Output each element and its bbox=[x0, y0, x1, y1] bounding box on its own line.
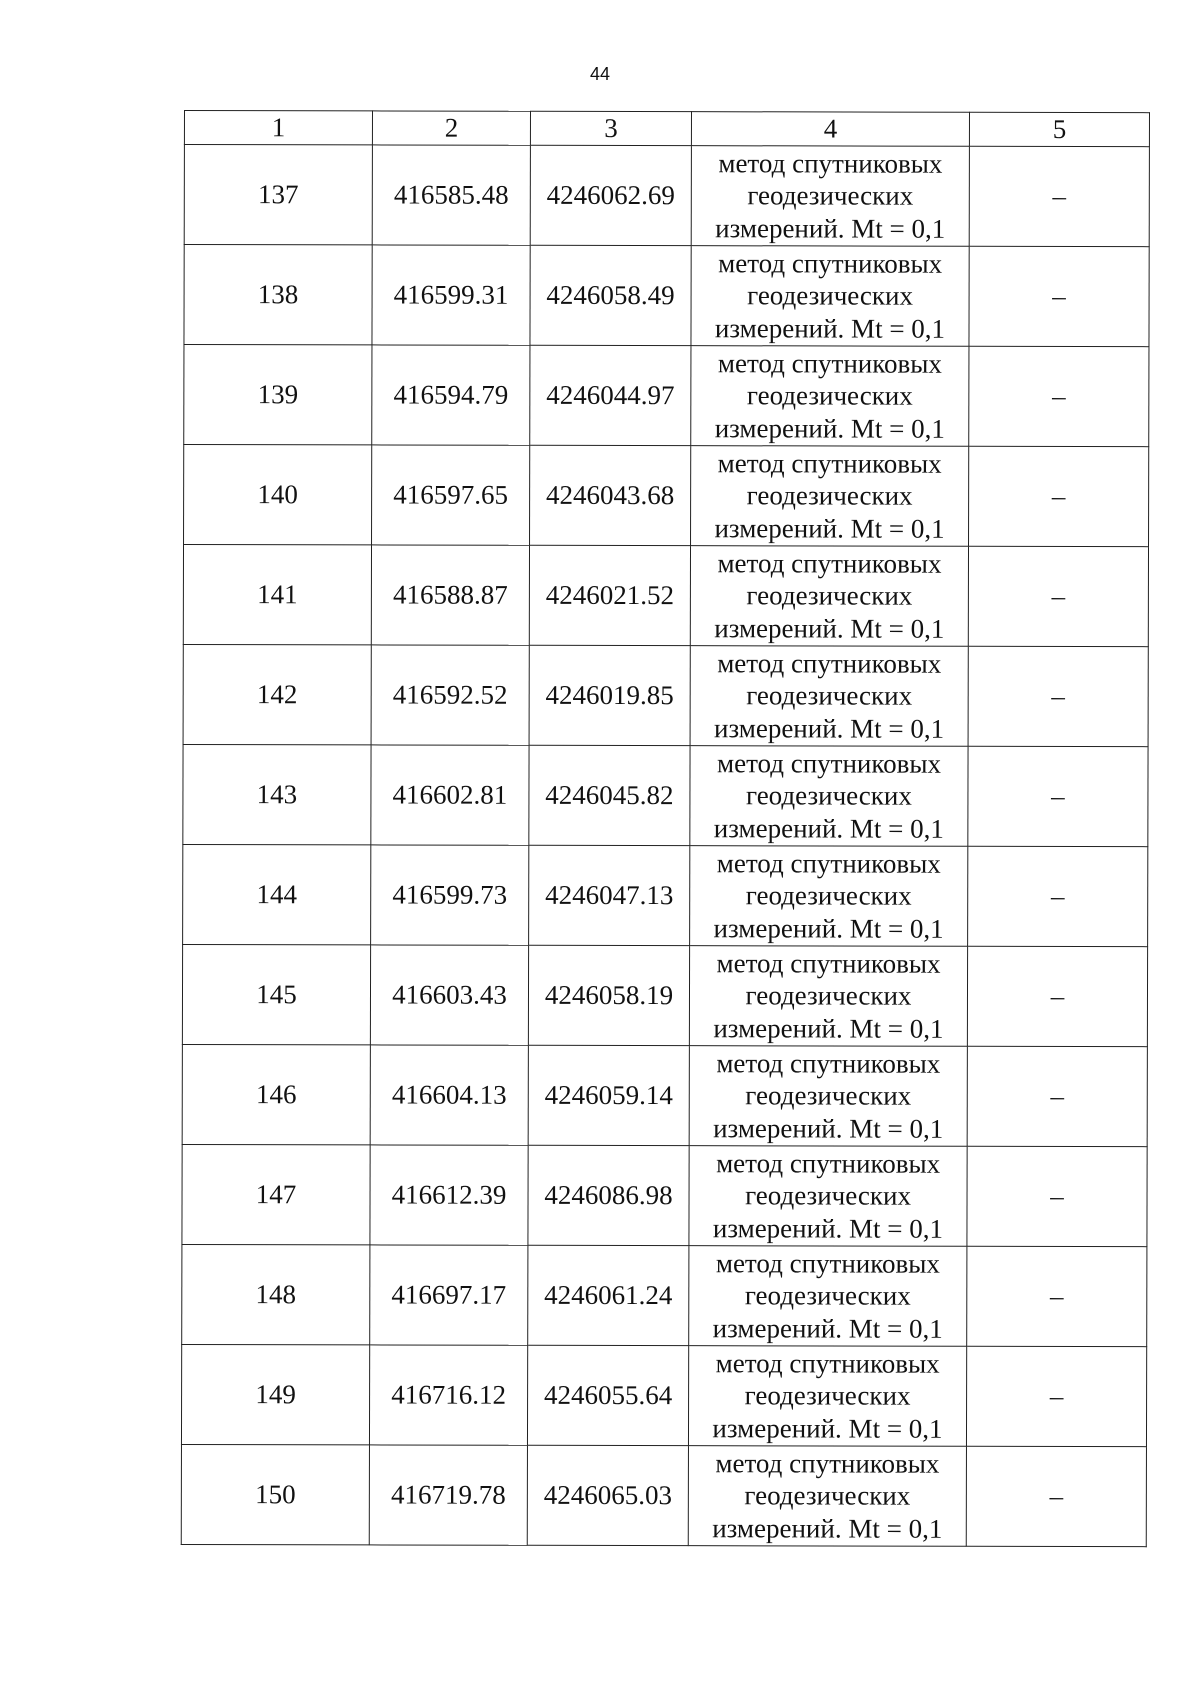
note-cell: – bbox=[969, 246, 1149, 346]
method-cell bbox=[690, 646, 968, 747]
method-line: геодезических bbox=[745, 1080, 912, 1111]
note-cell: – bbox=[968, 546, 1148, 646]
method-line: измерений. Mt = 0,1 bbox=[712, 1312, 943, 1344]
y-coordinate-cell: 4246062.69 bbox=[530, 145, 691, 245]
method-line: измерений. Mt = 0,1 bbox=[712, 1412, 943, 1444]
note-cell: – bbox=[966, 1446, 1146, 1546]
y-coordinate-cell: 4246065.03 bbox=[527, 1445, 688, 1545]
y-coordinate-cell: 4246044.97 bbox=[530, 345, 691, 445]
method-line: метод спутниковых bbox=[715, 1247, 940, 1279]
note-cell: – bbox=[966, 1346, 1146, 1446]
point-number-cell: 142 bbox=[183, 644, 371, 744]
method-line: измерений. Mt = 0,1 bbox=[713, 912, 944, 944]
method-line: метод спутниковых bbox=[717, 647, 942, 679]
method-cell bbox=[691, 446, 969, 547]
table-row bbox=[184, 145, 1149, 247]
x-coordinate-cell: 416602.81 bbox=[371, 745, 529, 845]
x-coordinate-cell: 416588.87 bbox=[371, 545, 529, 645]
method-line: метод спутниковых bbox=[716, 747, 942, 779]
method-line: геодезических bbox=[745, 780, 912, 811]
method-line: измерений. Mt = 0,1 bbox=[715, 212, 946, 244]
point-number-cell: 140 bbox=[184, 445, 372, 545]
column-header-5: 5 bbox=[969, 112, 1149, 146]
method-line: измерений. Mt = 0,1 bbox=[714, 512, 945, 544]
x-coordinate-cell: 416604.13 bbox=[370, 1045, 528, 1145]
method-line: метод спутниковых bbox=[718, 247, 943, 279]
method-line: геодезических bbox=[745, 880, 912, 911]
method-cell bbox=[690, 746, 968, 847]
method-cell bbox=[691, 246, 969, 347]
method-line: метод спутниковых bbox=[717, 447, 942, 479]
coordinates-table bbox=[181, 110, 1150, 1547]
method-cell bbox=[688, 1446, 966, 1547]
method-cell bbox=[690, 546, 968, 647]
note-cell: – bbox=[969, 346, 1149, 446]
method-cell bbox=[690, 846, 968, 947]
x-coordinate-cell: 416599.31 bbox=[372, 245, 530, 345]
point-number-cell: 137 bbox=[184, 145, 372, 245]
x-coordinate-cell: 416719.78 bbox=[369, 1445, 527, 1545]
point-number-cell: 149 bbox=[181, 1344, 369, 1444]
method-line: геодезических bbox=[746, 380, 913, 411]
method-line: геодезических bbox=[744, 1480, 911, 1511]
method-line: метод спутниковых bbox=[716, 1147, 941, 1179]
point-number-cell: 146 bbox=[182, 1044, 370, 1144]
x-coordinate-cell: 416612.39 bbox=[370, 1145, 528, 1245]
method-cell bbox=[689, 1146, 967, 1247]
method-line: измерений. Mt = 0,1 bbox=[713, 1112, 944, 1144]
point-number-cell: 141 bbox=[183, 545, 371, 645]
table-row bbox=[181, 1444, 1146, 1546]
x-coordinate-cell: 416594.79 bbox=[372, 345, 530, 445]
point-number-cell: 148 bbox=[182, 1244, 370, 1344]
method-line: измерений. Mt = 0,1 bbox=[714, 612, 945, 644]
method-line: измерений. Mt = 0,1 bbox=[713, 1012, 944, 1044]
page-number: 44 bbox=[589, 64, 611, 84]
x-coordinate-cell: 416697.17 bbox=[370, 1245, 528, 1345]
method-cell bbox=[691, 346, 969, 447]
table-row bbox=[182, 1144, 1147, 1246]
x-coordinate-cell: 416585.48 bbox=[372, 145, 530, 245]
method-cell bbox=[689, 1246, 967, 1347]
note-cell: – bbox=[967, 946, 1147, 1046]
table-row bbox=[184, 245, 1149, 347]
method-line: геодезических bbox=[746, 580, 913, 611]
note-cell: – bbox=[967, 1246, 1147, 1346]
method-line: геодезических bbox=[747, 280, 914, 311]
y-coordinate-cell: 4246055.64 bbox=[527, 1345, 688, 1445]
method-line: метод спутниковых bbox=[716, 947, 941, 979]
point-number-cell: 145 bbox=[182, 944, 370, 1044]
y-coordinate-cell: 4246021.52 bbox=[529, 545, 690, 645]
column-header-2: 2 bbox=[372, 111, 530, 145]
y-coordinate-cell: 4246058.49 bbox=[530, 245, 691, 345]
column-header-4: 4 bbox=[691, 112, 969, 147]
column-header-3: 3 bbox=[530, 111, 691, 145]
table-row bbox=[183, 844, 1148, 946]
method-line: геодезических bbox=[747, 180, 914, 211]
y-coordinate-cell: 4246047.13 bbox=[529, 845, 690, 945]
y-coordinate-cell: 4246058.19 bbox=[528, 945, 689, 1045]
note-cell: – bbox=[968, 846, 1148, 946]
point-number-cell: 139 bbox=[184, 345, 372, 445]
method-line: измерений. Mt = 0,1 bbox=[712, 1512, 943, 1544]
method-cell bbox=[689, 1046, 967, 1147]
note-cell: – bbox=[967, 1146, 1147, 1246]
note-cell: – bbox=[969, 446, 1149, 546]
table-row bbox=[181, 1344, 1146, 1446]
method-line: геодезических bbox=[745, 980, 912, 1011]
note-cell: – bbox=[969, 146, 1149, 246]
point-number-cell: 143 bbox=[183, 744, 371, 844]
method-line: геодезических bbox=[744, 1280, 911, 1311]
column-header-1: 1 bbox=[184, 111, 372, 145]
method-cell bbox=[688, 1346, 966, 1447]
y-coordinate-cell: 4246045.82 bbox=[529, 745, 690, 845]
table-row bbox=[184, 445, 1149, 547]
method-line: геодезических bbox=[746, 680, 913, 711]
x-coordinate-cell: 416603.43 bbox=[370, 945, 528, 1045]
header-row bbox=[184, 111, 1149, 147]
table-row bbox=[183, 644, 1148, 746]
method-line: метод спутниковых bbox=[717, 347, 942, 379]
table-row bbox=[182, 1044, 1147, 1146]
y-coordinate-cell: 4246059.14 bbox=[528, 1045, 689, 1145]
method-line: измерений. Mt = 0,1 bbox=[714, 712, 945, 744]
method-line: метод спутниковых bbox=[718, 147, 943, 179]
point-number-cell: 150 bbox=[181, 1444, 369, 1544]
x-coordinate-cell: 416599.73 bbox=[371, 845, 529, 945]
y-coordinate-cell: 4246043.68 bbox=[530, 445, 691, 545]
method-line: метод спутниковых bbox=[716, 1047, 941, 1079]
method-line: метод спутниковых bbox=[717, 547, 942, 579]
table-header bbox=[184, 111, 1149, 147]
method-line: измерений. Mt = 0,1 bbox=[712, 1212, 944, 1244]
x-coordinate-cell: 416597.65 bbox=[372, 445, 530, 545]
method-line: геодезических bbox=[744, 1380, 911, 1411]
table-row bbox=[183, 744, 1148, 846]
table-row bbox=[182, 944, 1147, 1046]
point-number-cell: 138 bbox=[184, 245, 372, 345]
method-line: метод спутниковых bbox=[715, 1447, 940, 1479]
note-cell: – bbox=[968, 646, 1148, 746]
point-number-cell: 144 bbox=[183, 844, 371, 944]
method-cell bbox=[691, 146, 969, 247]
note-cell: – bbox=[968, 746, 1148, 846]
method-line: измерений. Mt = 0,1 bbox=[714, 312, 946, 344]
y-coordinate-cell: 4246061.24 bbox=[528, 1245, 689, 1345]
method-cell bbox=[689, 946, 967, 1047]
method-line: геодезических bbox=[746, 480, 913, 511]
method-line: измерений. Mt = 0,1 bbox=[713, 812, 944, 844]
point-number-cell: 147 bbox=[182, 1144, 370, 1244]
table-row bbox=[182, 1244, 1147, 1346]
note-cell: – bbox=[967, 1046, 1147, 1146]
x-coordinate-cell: 416716.12 bbox=[369, 1345, 527, 1445]
y-coordinate-cell: 4246019.85 bbox=[529, 645, 690, 745]
y-coordinate-cell: 4246086.98 bbox=[528, 1145, 689, 1245]
table-row bbox=[184, 345, 1149, 447]
method-line: измерений. Mt = 0,1 bbox=[714, 412, 945, 444]
table-body bbox=[181, 145, 1149, 1547]
method-line: метод спутниковых bbox=[716, 847, 941, 879]
method-line: геодезических bbox=[745, 1180, 912, 1211]
x-coordinate-cell: 416592.52 bbox=[371, 645, 529, 745]
table-row bbox=[183, 545, 1148, 647]
method-line: метод спутниковых bbox=[715, 1347, 940, 1379]
